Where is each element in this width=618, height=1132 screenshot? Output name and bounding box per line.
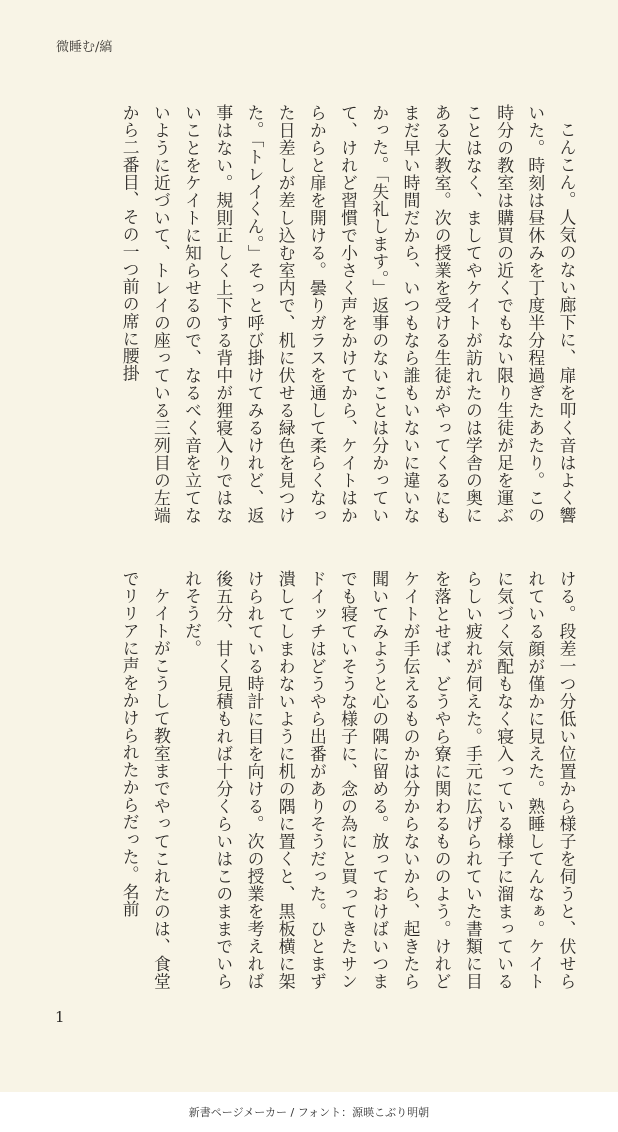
paragraph: こんこん。人気のない廊下に、扉を叩く音はよく響いた。時刻は昼休みを丁度半分程過ぎたあたり。この時分の教室は購買の近くでもない限り生徒が足を運ぶことはなく、ましてやケイトが訪れたのは学舎の奥にある大教室。次の授業を受ける生徒がやってくるにもまだ早い時間だから、いつもなら誰もいないに違いなかった。「失礼します。」返事のないことは分かっていて、けれど習慣で小さく声をかけてから、ケイトはからからと扉を開ける。曇りガラスを通して柔らくなった日差しが差し込む室内で、机に伏せる緑色を見つけた。「トレイくん。」そっと呼び掛けてみるけれど、返事はない。規則正しく上下する背中が狸寝入りではないことをケイトに知らせるので、なるべく音を立てないように近づいて、トレイの座っている三列目の左端から二番目、その一つ前の席に腰掛 [120,104,577,524]
text-block-lower [114,570,582,990]
footer-credit: 新書ページメーカー / フォント：源暎こぶり明朝 [0,1092,618,1132]
author-title: 微睡む/縞 [56,40,113,55]
paragraph: ける。段差一つ分低い位置から様子を伺うと、伏せられている顔が僅かに見えた。熟睡してんなぁ。ケイトに気づく気配もなく寝入っている様子に溜まっているらしい疲れが伺えた。手元に広げられていた書類に目を落とせば、どうやら寮に関わるもののよう。けれどケイトが手伝えるものかは分からないから、起きたら聞いてみようと心の隅に留める。放っておけばいつまでも寝ていそうな様子に、念の為にと買ってきたサンドイッチはどうやら出番がありそうだった。ひとまず潰してしまわないように机の隅に置くと、黒板横に架けられている時計に目を向ける。次の授業を考えれば後五分、甘く見積もれば十分くらいはこのままでいられそうだ。 [182,570,577,990]
paragraph: ケイトがこうして教室までやってこれたのは、食堂でリリアに声をかけられたからだった。名前 [120,570,172,990]
text-block-upper [114,104,582,524]
page-number: 1 [55,1008,65,1026]
